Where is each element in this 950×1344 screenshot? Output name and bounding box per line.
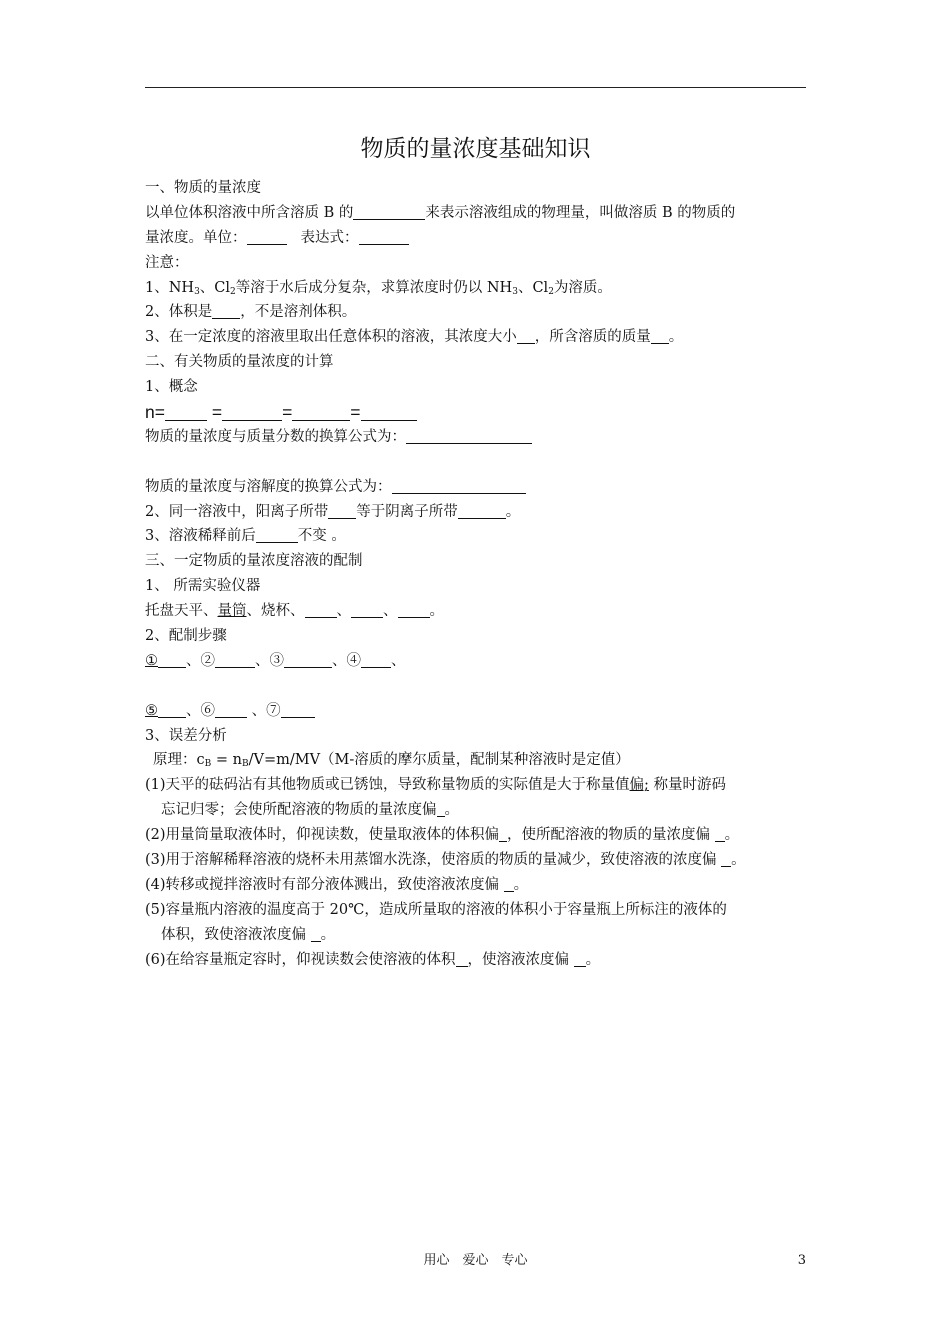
concept-label: 1、概念 — [145, 379, 198, 396]
formula-blank[interactable] — [292, 405, 350, 421]
fill-blank[interactable] — [305, 602, 337, 618]
fill-blank[interactable] — [392, 478, 526, 494]
text: = — [350, 402, 361, 423]
section-1-heading: 一、物质的量浓度 — [145, 180, 261, 196]
instruments-label: 1、 所需实验仪器 — [145, 578, 261, 595]
formula-blank[interactable] — [165, 405, 207, 421]
fill-blank[interactable] — [721, 851, 731, 867]
text: ，不是溶剂体积。 — [240, 304, 357, 321]
text: ② — [200, 652, 215, 669]
fill-blank[interactable] — [311, 926, 321, 942]
text: 、Cl — [517, 279, 549, 296]
text: n= — [145, 402, 165, 423]
fill-blank[interactable] — [499, 826, 507, 842]
fill-blank[interactable] — [574, 951, 586, 967]
page-title: 物质的量浓度基础知识 — [360, 136, 591, 162]
text: 。 — [513, 876, 529, 893]
text: ⑤ — [145, 702, 158, 719]
text: 。 — [320, 926, 336, 943]
text: 忘记归零；会使所配溶液的物质的量浓度偏 — [161, 802, 437, 819]
charge-balance — [145, 500, 810, 525]
fill-blank[interactable] — [351, 602, 383, 618]
note-2 — [145, 300, 810, 325]
text: 、 — [332, 652, 347, 669]
dilution — [145, 524, 810, 549]
subscript: B — [241, 759, 249, 770]
text: 物质的量浓度与质量分数的换算公式为： — [145, 428, 406, 445]
fill-blank[interactable] — [353, 204, 425, 220]
text: 表达式： — [300, 229, 359, 246]
text: (2)用量筒量取液体时，仰视读数，使量取液体的体积偏 — [145, 827, 500, 844]
text: ⑥ — [200, 702, 215, 719]
fill-blank[interactable] — [215, 652, 255, 668]
formula-blank[interactable] — [222, 405, 282, 421]
section-3-heading: 三、一定物质的量浓度溶液的配制 — [145, 553, 363, 570]
spacer — [145, 674, 810, 699]
expression-blank[interactable] — [359, 229, 409, 245]
text: 。 — [731, 852, 746, 869]
subscript: 2 — [548, 286, 554, 297]
fill-blank[interactable] — [504, 876, 514, 892]
text: 。 — [505, 503, 521, 520]
text: 物质的量浓度与溶解度的换算公式为： — [145, 478, 392, 495]
fill-blank[interactable] — [212, 303, 240, 319]
text: 。 — [724, 827, 740, 844]
text: 量筒 — [217, 603, 247, 620]
footer-slogan: 用心 爱心 专心 — [423, 1253, 528, 1268]
section-2-heading: 二、有关物质的量浓度的计算 — [145, 354, 334, 371]
text: 量浓度。单位： — [145, 229, 247, 246]
text: 等于阴离子所带 — [356, 503, 458, 520]
text: ③ — [269, 652, 284, 669]
fill-blank[interactable] — [361, 652, 391, 668]
fill-blank[interactable] — [256, 527, 298, 543]
subscript: 3 — [512, 286, 518, 297]
error-4 — [145, 873, 810, 898]
spacer — [145, 450, 810, 475]
text: = n — [211, 752, 242, 769]
formula-blank[interactable] — [361, 405, 417, 421]
error-6 — [145, 948, 810, 973]
text: 、 — [383, 603, 398, 620]
unit-blank[interactable] — [247, 229, 287, 245]
text: 、 — [391, 652, 406, 669]
fill-blank[interactable] — [437, 801, 445, 817]
text: 以单位体积溶液中所含溶质 B 的 — [145, 204, 354, 221]
text: ，使所配溶液的物质的量浓度偏 — [507, 827, 715, 844]
instruments-list — [145, 599, 810, 624]
text: = — [282, 402, 293, 423]
text: 。 — [585, 951, 601, 968]
text: 不变 。 — [297, 528, 346, 545]
text: /V=m/MV（M-溶质的摩尔质量，配制某种溶液时是定值） — [248, 752, 630, 769]
text: 、 — [186, 652, 201, 669]
text: 。 — [668, 329, 684, 346]
fill-blank[interactable] — [517, 328, 535, 344]
fill-blank[interactable] — [215, 702, 247, 718]
definition-line-2 — [145, 226, 810, 251]
page-number: 3 — [797, 1253, 806, 1268]
fill-blank[interactable] — [281, 702, 315, 718]
text: 2、体积是 — [145, 304, 213, 321]
text: 、 — [255, 652, 270, 669]
note-1 — [145, 276, 810, 301]
error-1-cont — [145, 798, 810, 823]
text: 1、NH — [145, 279, 195, 296]
text: ，所含溶质的质量 — [534, 329, 651, 346]
text: (6)在给容量瓶定容时，仰视读数会使溶液的体积 — [145, 951, 456, 968]
text: 等溶于水后成分复杂，求算浓度时仍以 NH — [235, 279, 513, 296]
fill-blank[interactable] — [398, 602, 430, 618]
note-heading: 注意： — [145, 254, 189, 271]
text: ④ — [346, 652, 361, 669]
text: 体积，致使溶液浓度偏 — [161, 926, 311, 943]
text: 、 — [247, 702, 267, 719]
text: (4)转移或搅拌溶液时有部分液体溅出，致使溶液浓度偏 — [145, 876, 504, 893]
text: 为溶质。 — [553, 279, 612, 296]
steps-label: 2、配制步骤 — [145, 628, 227, 645]
text: 、Cl — [199, 279, 231, 296]
fill-blank[interactable] — [158, 702, 186, 718]
solubility-formula — [145, 475, 810, 500]
definition-line-1 — [145, 201, 810, 226]
text: 3、在一定浓度的溶液里取出任意体积的溶液，其浓度大小 — [145, 329, 517, 346]
steps-row-2 — [145, 699, 810, 724]
text: 。 — [444, 802, 459, 819]
fill-blank[interactable] — [458, 503, 506, 519]
document-body — [145, 176, 810, 973]
error-analysis-label: 3、误差分析 — [145, 727, 227, 744]
text: (3)用于溶解稀释溶液的烧杯未用蒸馏水洗涤，使溶质的物质的量减少，致使溶液的浓度偏 — [145, 852, 722, 869]
note-3 — [145, 325, 810, 350]
text: 原理：c — [153, 752, 205, 769]
fill-blank[interactable] — [158, 652, 186, 668]
fill-blank[interactable] — [328, 503, 356, 519]
text: 、 — [336, 603, 351, 620]
text: 来表示溶液组成的物理量，叫做溶质 B 的物质的 — [425, 204, 736, 221]
steps-row-1 — [145, 649, 810, 674]
subscript: 3 — [194, 286, 200, 297]
fill-blank[interactable] — [284, 652, 332, 668]
text: 托盘天平、 — [145, 603, 218, 620]
fill-blank[interactable] — [651, 328, 669, 344]
text: (1)天平的砝码沾有其他物质或已锈蚀，导致称量物质的实际值是大于称量值 — [145, 777, 630, 794]
mass-fraction-formula — [145, 425, 810, 450]
text: ⑦ — [266, 702, 281, 719]
text: 、 — [186, 702, 201, 719]
fill-blank[interactable] — [456, 951, 468, 967]
fill-blank[interactable] — [715, 826, 725, 842]
text: 偏; — [629, 777, 649, 794]
text: ① — [145, 652, 158, 669]
text: = — [211, 402, 223, 423]
text: ，使溶液浓度偏 — [467, 951, 574, 968]
error-1 — [145, 773, 810, 798]
text: 称量时游码 — [648, 777, 727, 794]
text: 。 — [429, 603, 444, 620]
error-2 — [145, 823, 810, 848]
text: 、烧杯、 — [246, 603, 305, 620]
fill-blank[interactable] — [406, 428, 532, 444]
subscript: B — [204, 759, 212, 770]
header-rule — [145, 87, 806, 88]
formula-n — [145, 400, 810, 425]
error-5-cont — [145, 923, 810, 948]
text: 3、溶液稀释前后 — [145, 528, 256, 545]
text: 2、同一溶液中，阳离子所带 — [145, 503, 329, 520]
error-5: (5)容量瓶内溶液的温度高于 20℃，造成所量取的溶液的体积小于容量瓶上所标注的液体的 — [145, 901, 727, 918]
error-3 — [145, 848, 810, 873]
subscript: 2 — [230, 286, 236, 297]
principle — [145, 748, 810, 773]
